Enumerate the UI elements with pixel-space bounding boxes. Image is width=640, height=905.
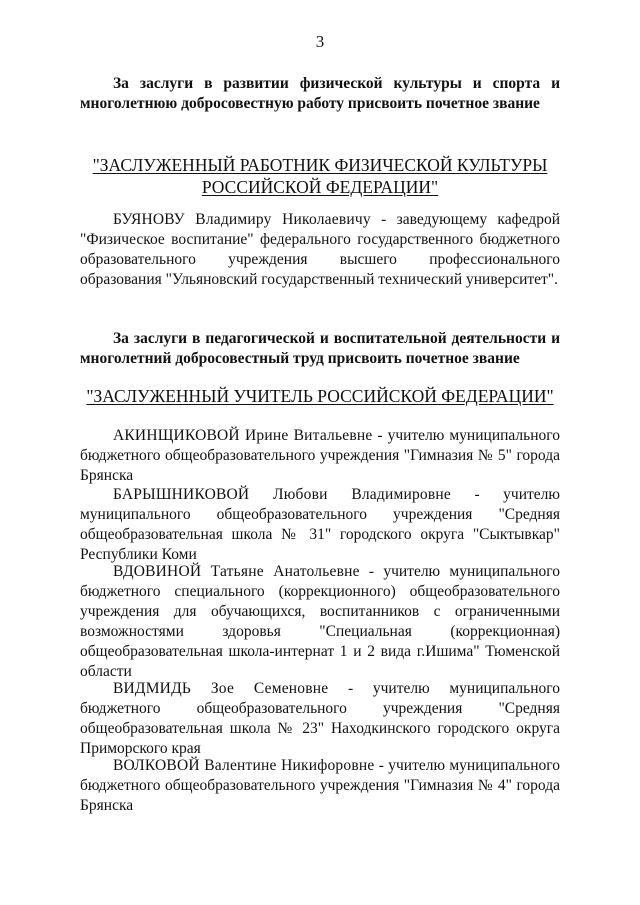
award-entry xyxy=(80,210,560,290)
awardee-position: - учителю муниципального общеобразовательного учреждения "Средняя общеобразовательная школа № 31" городского округа "Сыктывкар" Республики Коми xyxy=(80,486,560,563)
award-entry xyxy=(80,485,560,565)
awardee-position: - учителю муниципального бюджетного общеобразовательного учреждения "Гимназия № 5" города Брянска xyxy=(80,427,560,484)
awardee-position: - учителю муниципального бюджетного общеобразовательного учреждения "Гимназия № 4" города Брянска xyxy=(80,757,560,814)
honorary-title-physical-culture-worker xyxy=(0,154,640,198)
section-intro-teacher: За заслуги в педагогической и воспитательной деятельности и многолетний добросовестный труд присвоить почетное звание xyxy=(80,330,560,367)
awardee-name: ВИДМИДЬ Зое Семеновне xyxy=(113,680,329,697)
awardee-position: - заведующему кафедрой "Физическое воспитание" федерального государственного бюджетного образовательного учреждения высшего профессионального образования "Ульяновский государственный технический университет". xyxy=(80,211,560,288)
awardee-position: - учителю муниципального бюджетного специального (коррекционного) общеобразовательного учреждения для обучающихся, воспитанников с ограниченными возможностями здоровья "Специальная (коррекционная) общеобразовательная школа-интернат 1 и 2 вида г.Ишима" Тюменской области xyxy=(80,563,560,680)
awardee-name: БАРЫШНИКОВОЙ Любови Владимировне xyxy=(113,486,451,503)
awardee-name: АКИНЩИКОВОЙ Ирине Витальевне xyxy=(113,427,373,444)
section-intro-physical-culture: За заслуги в развитии физической культуры и спорта и многолетнюю добросовестную работу присвоить почетное звание xyxy=(80,75,560,112)
honorary-title-line-1: "ЗАСЛУЖЕННЫЙ РАБОТНИК ФИЗИЧЕСКОЙ КУЛЬТУРЫ xyxy=(92,155,548,175)
honorary-title-line: "ЗАСЛУЖЕННЫЙ УЧИТЕЛЬ РОССИЙСКОЙ ФЕДЕРАЦИИ" xyxy=(86,386,554,406)
page-number: 3 xyxy=(315,32,325,51)
award-entry xyxy=(80,426,560,486)
awardee-name: БУЯНОВУ Владимиру Николаевичу xyxy=(113,211,371,228)
awardee-name: ВДОВИНОЙ Татьяне Анатольевне xyxy=(113,563,360,580)
honorary-title-teacher xyxy=(0,385,640,407)
awardee-position: - учителю муниципального бюджетного общеобразовательного учреждения "Средняя общеобразовательная школа № 23" Находкинского городского округа Приморского края xyxy=(80,680,560,757)
award-entry xyxy=(80,562,560,682)
award-entry xyxy=(80,679,560,759)
awardee-name: ВОЛКОВОЙ Валентине Никифоровне xyxy=(113,757,375,774)
award-entry xyxy=(80,756,560,816)
honorary-title-line-2: РОССИЙСКОЙ ФЕДЕРАЦИИ" xyxy=(201,177,439,197)
